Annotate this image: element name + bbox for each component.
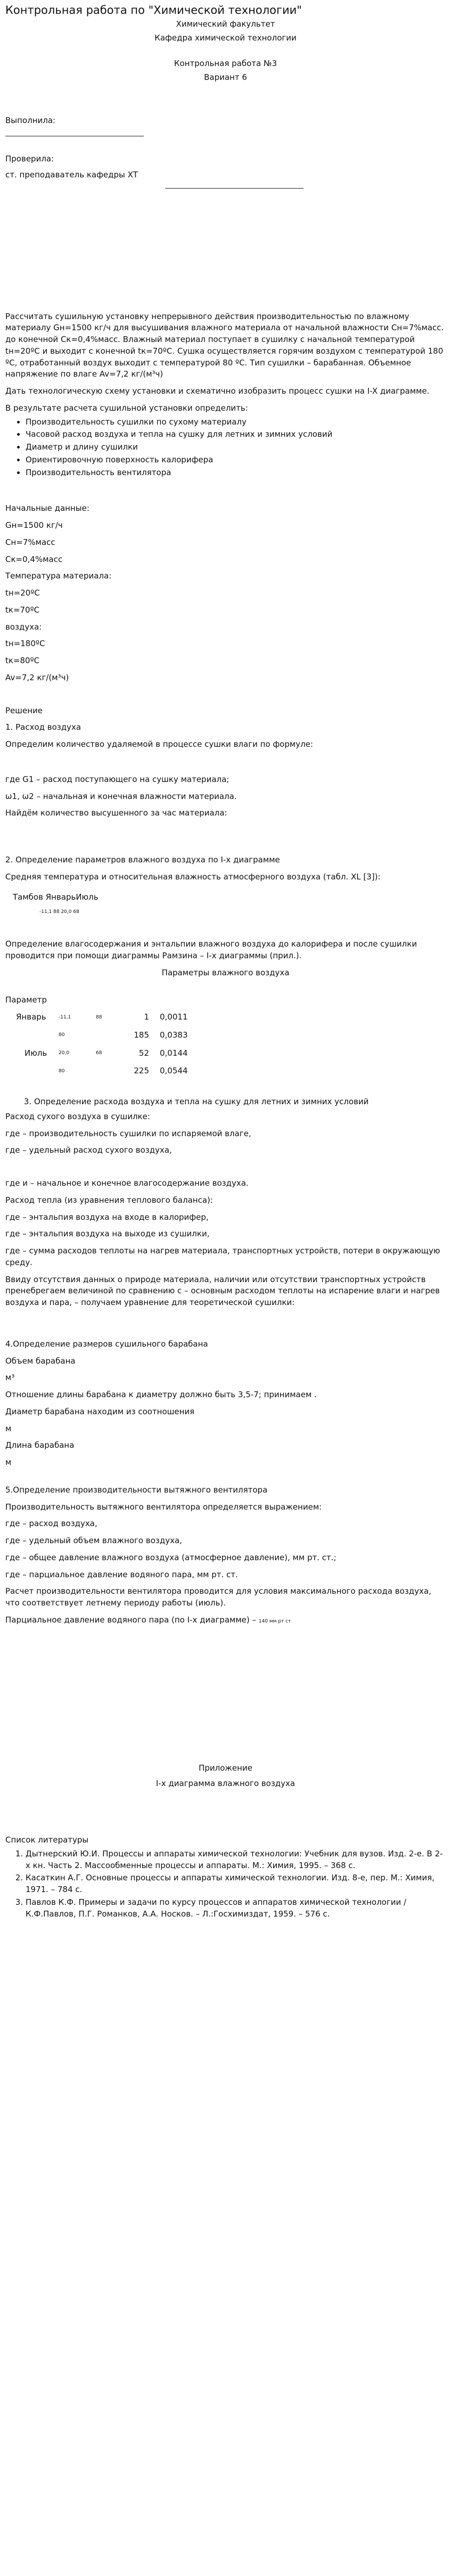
section-1-def-omega: ω1, ω2 – начальная и конечная влажности материала. [5, 791, 237, 801]
section-3-title: 3. Определение расхода воздуха и тепла на сушку для летних и зимних условий [34, 1096, 446, 1108]
params-table-label: Параметр [5, 995, 47, 1005]
table-cell: -11,1 [59, 1014, 71, 1020]
section-4-line: Объем барабана [5, 1356, 76, 1366]
table-cell: Июль [24, 1048, 47, 1058]
table-cell: 52 [138, 1048, 149, 1058]
section-5-line: где – расход воздуха, [5, 1519, 97, 1529]
section-1-title: 1. Расход воздуха [5, 722, 81, 732]
section-5-line: где – общее давление влажного воздуха (атмосферное давление), мм рт. ст.; [5, 1552, 337, 1562]
solution-heading: Решение [5, 705, 43, 715]
table-row [11, 1062, 193, 1080]
section-3-line: где и – начальное и конечное влагосодержание воздуха. [5, 1178, 249, 1188]
work-title: Контрольная работа №3 [174, 58, 277, 68]
initial-data-heading: Начальные данные: [5, 503, 89, 513]
reference-item: 1. Дытнерский Ю.И. Процессы и аппараты химической технологии: Учебник для вузов. Изд. 2-е. В 2-х кн. Часть 2. Массообменные процессы и аппараты. М.: Химия, 1995. – 368 с. [26, 1848, 446, 1872]
initial-line: tн=180ºС [5, 639, 45, 649]
section-5-line: где – удельный объем влажного воздуха, [5, 1536, 182, 1546]
table-cell: 20,0 [59, 1050, 70, 1056]
performed-label: Выполнила: [5, 116, 56, 126]
section-1-def-g1: где G1 – расход поступающего на сушку материала; [5, 774, 229, 784]
table-cell: 68 [96, 1050, 102, 1056]
section-4-unit: м [5, 1423, 12, 1433]
reference-item: 3. Павлов К.Ф. Примеры и задачи по курсу процессов и аппаратов химической технологии / К.Ф.Павлов, П.Г. Романков, А.А. Носков. – Л.:Госхимиздат, 1959. – 576 с. [26, 1897, 446, 1920]
teacher-label: ст. преподаватель кафедры ХТ [5, 169, 138, 180]
section-1-intro: Определим количество удаляемой в процессе сушки влаги по формуле: [5, 739, 313, 749]
table-cell [11, 1026, 53, 1045]
climate-table-head: Тамбов ЯнварьИюль [13, 892, 99, 902]
initial-line: Cн=7%масс [5, 537, 55, 547]
initial-line: tк=70ºС [5, 605, 40, 615]
section-3-line: где – сумма расходов теплоты на нагрев материала, транспортных устройств, потери в окружающую среду. [5, 1246, 440, 1267]
section-3-line: Ввиду отсутствия данных о природе материала, наличии или отсутствии транспортных устройств пренебрегаем величиной по сравнению с – основным расходом теплоты на испарение влаги и нагрев воздуха и пара, – получаем уравнение для теоретической сушилки: [5, 1274, 440, 1308]
table-cell [91, 1062, 122, 1080]
appendix-subtitle: I-x диаграмма влажного воздуха [155, 1779, 296, 1789]
section-4-unit: м [5, 1457, 12, 1468]
params-table [11, 1008, 193, 1080]
section-4-line: Отношение длины барабана к диаметру должно быть 3,5-7; принимаем . [5, 1390, 317, 1400]
appendix-title: Приложение [199, 1763, 252, 1773]
table-cell: 0,0011 [160, 1012, 188, 1022]
section-5-line: где – парциальное давление водяного пара, мм рт. ст. [5, 1569, 238, 1579]
climate-table-values: -11,1 88 20,0 68 [39, 909, 79, 915]
task-list [5, 417, 446, 479]
table-cell [11, 1062, 53, 1080]
department: Кафедра химической технологии [154, 33, 297, 43]
section-3-line: где – энтальпия воздуха на выходе из сушилки, [5, 1229, 210, 1239]
vapor-pressure-label: Парциальное давление водяного пара (по I-x диаграмме) – [5, 1615, 256, 1625]
section-3-line: Расход тепла (из уравнения теплового баланса): [5, 1195, 213, 1205]
table-row [11, 1026, 193, 1045]
section-5-line: Производительность вытяжного вентилятора определяется выражением: [5, 1502, 322, 1512]
table-cell: 1 [144, 1012, 149, 1022]
section-2-text-2: Определение влагосодержания и энтальпии влажного воздуха до калорифера и после сушилки проводится при помощи диаграммы Рамзина – I-x диаграммы (прил.). [5, 939, 417, 960]
table-cell [91, 1026, 122, 1045]
document-title: Контрольная работа по "Химической технологии" [5, 4, 302, 17]
table-row [11, 1008, 193, 1026]
table-cell: 0,0144 [160, 1048, 188, 1058]
references-list [5, 1848, 446, 1920]
section-3-line: Расход сухого воздуха в сушилке: [5, 1111, 150, 1121]
section-5-line: Расчет производительности вентилятора проводится для условия максимального расхода воздуха, что соответствует летнему периоду работы (июль). [5, 1586, 431, 1608]
initial-line: tк=80ºС [5, 656, 40, 666]
section-3-line: где – производительность сушилки по испаряемой влаге, [5, 1128, 251, 1138]
section-3-line: где – энтальпия воздуха на входе в калорифер, [5, 1212, 209, 1222]
vapor-pressure-value: 140 мм рт ст [258, 1618, 291, 1624]
section-5-title: 5.Определение производительности вытяжного вентилятора [5, 1485, 268, 1495]
section-4-unit: м³ [5, 1373, 15, 1383]
section-5-line [5, 1615, 446, 1626]
section-3-heading-list [5, 1096, 446, 1108]
params-table-title: Параметры влажного воздуха [161, 967, 290, 977]
initial-line: Av=7,2 кг/(м³ч) [5, 672, 69, 682]
table-cell: 185 [134, 1030, 149, 1040]
list-item: • Часовой расход воздуха и тепла на сушку для летних и зимних условий [26, 429, 446, 441]
section-4-line: Длина барабана [5, 1440, 75, 1450]
task-text: Рассчитать сушильную установку непрерывного действия производительностью по влажному материалу Gн=1500 кг/ч для высушивания влажного материала от начальной влажности Cн=7%масс. до конечной Cк=0,4%масс. Влажный материал поступает в сушилку с начальной температурой tн=20ºС и выходит с конечной tк=70ºС. Сушка осуществляется горячим воздухом с температурой 180 ºС, отработанный воздух выходит с температурой 80 ºС. Тип сушилки – барабанная. Объемное напряжение по влаге Av=7,2 кг/(м³ч) [5, 311, 444, 379]
table-cell: 80 [59, 1032, 65, 1038]
initial-line: Температура материала: [5, 571, 112, 581]
list-item: • Диаметр и длину сушилки [26, 442, 446, 453]
task-scheme: Дать технологическую схему установки и схематично изобразить процесс сушки на I-X диаграмме. [5, 386, 430, 396]
initial-line: воздуха: [5, 622, 42, 632]
table-cell: 225 [134, 1066, 149, 1076]
table-cell: Январь [16, 1012, 46, 1022]
section-1-find: Найдём количество высушенного за час материала: [5, 808, 227, 818]
reference-item: 2. Касаткин А.Г. Основные процессы и аппараты химической технологии. Изд. 8-е, пер. М.: Химия, 1971. – 784 с. [26, 1872, 446, 1896]
initial-line: tн=20ºС [5, 588, 40, 598]
section-4-line: Диаметр барабана находим из соотношения [5, 1406, 195, 1416]
section-2-title: 2. Определение параметров влажного воздуха по I-x диаграмме [5, 855, 280, 865]
section-3-line: где – удельный расход сухого воздуха, [5, 1145, 172, 1155]
list-item: • Производительность вентилятора [26, 467, 446, 479]
section-4-title: 4.Определение размеров сушильного барабана [5, 1339, 208, 1349]
references-heading: Список литературы [5, 1835, 89, 1845]
initial-line: Cк=0,4%масс [5, 554, 63, 564]
list-item: • Производительность сушилки по сухому материалу [26, 417, 446, 428]
checked-label: Проверила: [5, 154, 54, 164]
table-cell: 0,0544 [160, 1066, 188, 1076]
variant: Вариант 6 [204, 72, 247, 82]
section-2-text: Средняя температура и относительная влажность атмосферного воздуха (табл. XL [3]): [5, 871, 381, 882]
table-row [11, 1045, 193, 1063]
list-item: • Ориентировочную поверхность калорифера [26, 454, 446, 466]
table-cell: 88 [96, 1014, 102, 1020]
task-determine: В результате расчета сушильной установки определить: [5, 403, 248, 413]
initial-line: Gн=1500 кг/ч [5, 520, 63, 531]
table-cell: 0,0383 [160, 1030, 188, 1040]
table-cell: 80 [59, 1068, 65, 1074]
faculty: Химический факультет [176, 19, 275, 29]
